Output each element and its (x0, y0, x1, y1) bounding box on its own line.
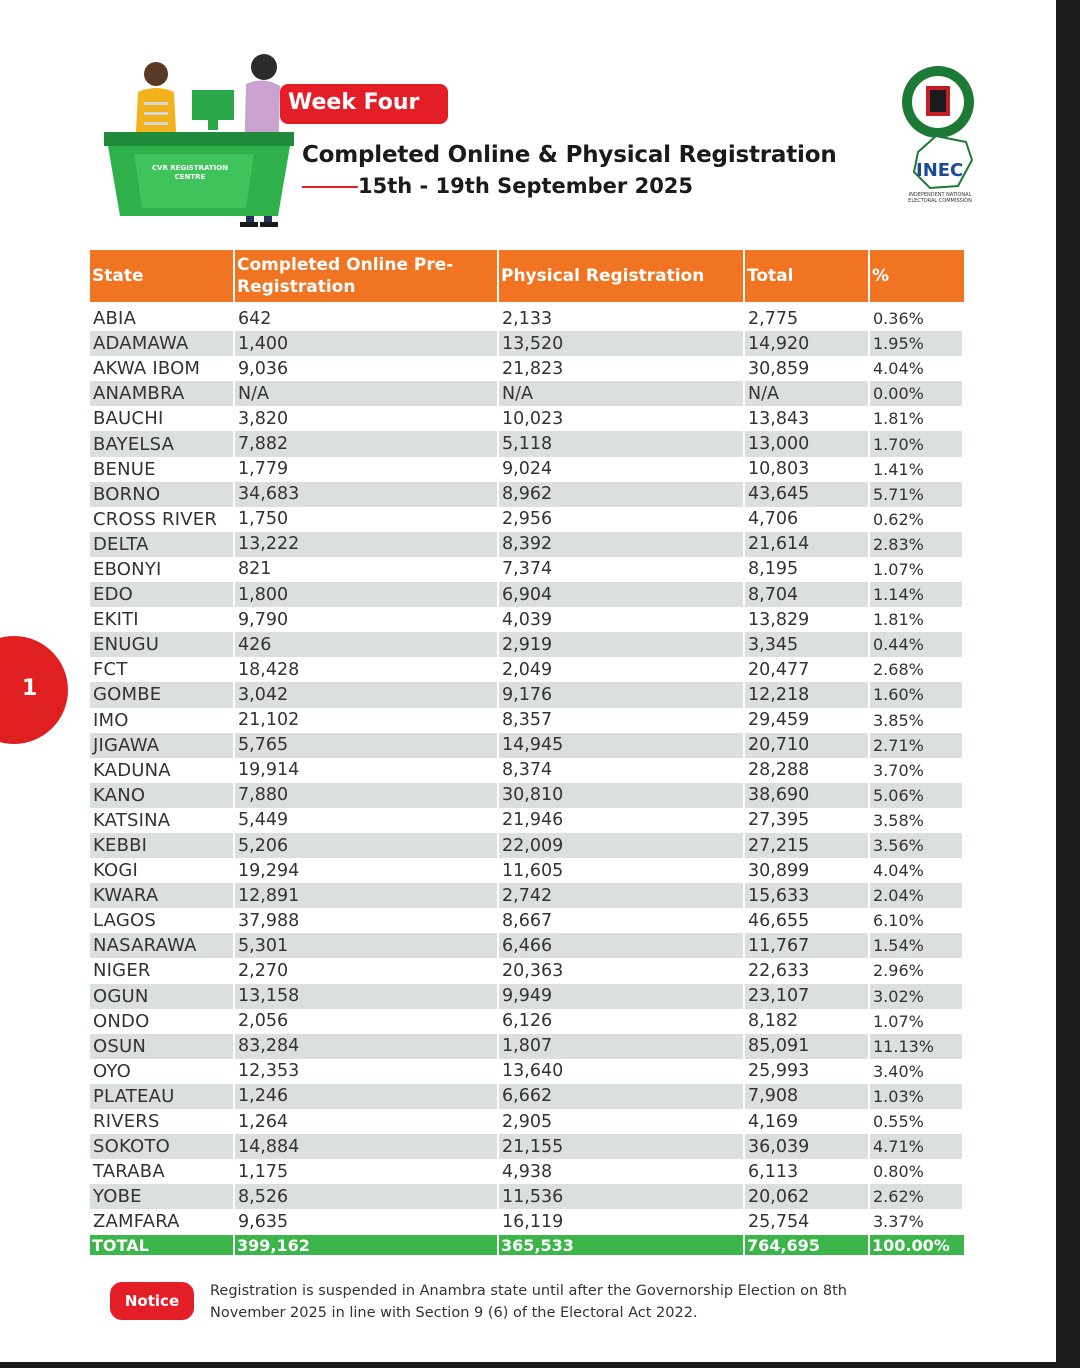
cell-online: 12,353 (235, 1059, 499, 1084)
cell-percent: 6.10% (870, 908, 964, 933)
cell-state: JIGAWA (90, 733, 235, 758)
cell-state: KOGI (90, 858, 235, 883)
cell-physical: 10,023 (499, 406, 745, 431)
cell-state: BAYELSA (90, 431, 235, 456)
cell-total: 22,633 (745, 958, 870, 983)
cell-total: 43,645 (745, 482, 870, 507)
cell-physical: 9,024 (499, 457, 745, 482)
cell-percent: 3.37% (870, 1209, 964, 1234)
table-row (90, 833, 964, 858)
cell-state: NIGER (90, 958, 235, 983)
cell-state: ENUGU (90, 632, 235, 657)
table-row (90, 607, 964, 632)
table-row (90, 431, 964, 456)
table-row (90, 708, 964, 733)
cell-state: OYO (90, 1059, 235, 1084)
cell-online: 1,779 (235, 457, 499, 482)
header-online: Completed Online Pre-Registration (235, 250, 499, 302)
cell-physical: 21,823 (499, 356, 745, 381)
cell-total: 25,754 (745, 1209, 870, 1234)
table-row (90, 1184, 964, 1209)
cell-state: EDO (90, 582, 235, 607)
cell-physical: 2,133 (499, 306, 745, 331)
table-body (90, 306, 964, 1234)
table-row (90, 958, 964, 983)
cell-state: ADAMAWA (90, 331, 235, 356)
cell-state: FCT (90, 657, 235, 682)
cell-total: 30,899 (745, 858, 870, 883)
table-row (90, 1084, 964, 1109)
cell-physical: 6,904 (499, 582, 745, 607)
cell-physical: 4,938 (499, 1159, 745, 1184)
cell-online: 426 (235, 632, 499, 657)
cell-percent: 2.96% (870, 958, 964, 983)
cell-physical: 21,946 (499, 808, 745, 833)
cell-percent: 4.04% (870, 356, 964, 381)
cell-percent: 0.44% (870, 632, 964, 657)
cell-percent: 2.83% (870, 532, 964, 557)
table-row (90, 1209, 964, 1234)
table-row (90, 933, 964, 958)
cell-percent: 1.81% (870, 406, 964, 431)
cell-state: NASARAWA (90, 933, 235, 958)
cell-online: 5,301 (235, 933, 499, 958)
cell-total: 13,843 (745, 406, 870, 431)
cell-physical: 4,039 (499, 607, 745, 632)
cell-state: KADUNA (90, 758, 235, 783)
table-row (90, 406, 964, 431)
cell-total: 23,107 (745, 984, 870, 1009)
cell-percent: 2.68% (870, 657, 964, 682)
cell-physical: 16,119 (499, 1209, 745, 1234)
cell-total: 30,859 (745, 356, 870, 381)
table-row (90, 1034, 964, 1059)
cell-percent: 1.54% (870, 933, 964, 958)
table-row (90, 457, 964, 482)
cell-percent: 5.71% (870, 482, 964, 507)
cell-state: DELTA (90, 532, 235, 557)
notice-badge: Notice (110, 1282, 194, 1320)
cell-total: 4,706 (745, 507, 870, 532)
cell-online: 7,882 (235, 431, 499, 456)
cell-percent: 1.03% (870, 1084, 964, 1109)
cell-state: IMO (90, 708, 235, 733)
cell-online: 18,428 (235, 657, 499, 682)
cell-state: AKWA IBOM (90, 356, 235, 381)
cell-percent: 3.85% (870, 708, 964, 733)
cell-percent: 2.04% (870, 883, 964, 908)
table-header (90, 250, 964, 302)
cell-physical: 22,009 (499, 833, 745, 858)
cell-percent: 1.70% (870, 431, 964, 456)
table-row (90, 381, 964, 406)
cell-physical: 1,807 (499, 1034, 745, 1059)
cell-total: 3,345 (745, 632, 870, 657)
table-row (90, 657, 964, 682)
header-physical: Physical Registration (499, 250, 745, 302)
cell-physical: N/A (499, 381, 745, 406)
cell-physical: 6,662 (499, 1084, 745, 1109)
cell-total: 8,182 (745, 1009, 870, 1034)
cell-total: 28,288 (745, 758, 870, 783)
table-row (90, 1059, 964, 1084)
table-row (90, 984, 964, 1009)
cell-online: 12,891 (235, 883, 499, 908)
cell-percent: 4.04% (870, 858, 964, 883)
header-percent: % (870, 250, 964, 302)
cell-physical: 2,742 (499, 883, 745, 908)
cell-total: 20,477 (745, 657, 870, 682)
cell-percent: 0.62% (870, 507, 964, 532)
cell-state: ONDO (90, 1009, 235, 1034)
cell-total: 13,000 (745, 431, 870, 456)
page-title: Completed Online & Physical Registration (302, 142, 837, 168)
cell-total: N/A (745, 381, 870, 406)
cell-online: 19,294 (235, 858, 499, 883)
cell-online: 8,526 (235, 1184, 499, 1209)
table-row (90, 632, 964, 657)
total-online: 399,162 (235, 1235, 499, 1255)
table-row (90, 758, 964, 783)
table-row (90, 356, 964, 381)
cell-total: 2,775 (745, 306, 870, 331)
table-row (90, 331, 964, 356)
cell-total: 25,993 (745, 1059, 870, 1084)
cell-total: 20,710 (745, 733, 870, 758)
cell-physical: 8,357 (499, 708, 745, 733)
cell-total: 85,091 (745, 1034, 870, 1059)
table-row (90, 783, 964, 808)
cell-state: TARABA (90, 1159, 235, 1184)
cell-online: 2,056 (235, 1009, 499, 1034)
cell-online: 9,635 (235, 1209, 499, 1234)
cell-online: 9,790 (235, 607, 499, 632)
cell-percent: 11.13% (870, 1034, 964, 1059)
cell-online: 19,914 (235, 758, 499, 783)
cell-total: 38,690 (745, 783, 870, 808)
cell-online: 1,750 (235, 507, 499, 532)
table-row (90, 733, 964, 758)
cell-percent: 1.95% (870, 331, 964, 356)
cell-percent: 3.70% (870, 758, 964, 783)
cell-online: 9,036 (235, 356, 499, 381)
cell-state: KANO (90, 783, 235, 808)
cell-online: 821 (235, 557, 499, 582)
right-edge-strip (1056, 0, 1080, 1368)
total-label: TOTAL (90, 1235, 235, 1255)
cell-online: 1,400 (235, 331, 499, 356)
cell-physical: 11,605 (499, 858, 745, 883)
cell-percent: 2.62% (870, 1184, 964, 1209)
cell-physical: 14,945 (499, 733, 745, 758)
table-row (90, 532, 964, 557)
cell-state: KWARA (90, 883, 235, 908)
cell-total: 8,704 (745, 582, 870, 607)
cell-physical: 13,520 (499, 331, 745, 356)
table-row (90, 883, 964, 908)
date-line-decoration (302, 186, 358, 188)
table-row (90, 858, 964, 883)
cell-total: 27,215 (745, 833, 870, 858)
cell-total: 10,803 (745, 457, 870, 482)
cell-online: 37,988 (235, 908, 499, 933)
cell-percent: 0.36% (870, 306, 964, 331)
cell-physical: 5,118 (499, 431, 745, 456)
table-row (90, 808, 964, 833)
week-badge-label: Week Four (288, 90, 420, 115)
cell-online: 3,820 (235, 406, 499, 431)
registration-table (90, 250, 964, 1255)
total-total: 764,695 (745, 1235, 870, 1255)
cell-percent: 0.00% (870, 381, 964, 406)
cell-physical: 20,363 (499, 958, 745, 983)
table-row (90, 507, 964, 532)
cell-state: LAGOS (90, 908, 235, 933)
table-row (90, 1134, 964, 1159)
cell-physical: 30,810 (499, 783, 745, 808)
cell-percent: 5.06% (870, 783, 964, 808)
cell-percent: 1.41% (870, 457, 964, 482)
cell-online: 642 (235, 306, 499, 331)
cell-state: OSUN (90, 1034, 235, 1059)
cell-state: GOMBE (90, 682, 235, 707)
cell-online: 5,449 (235, 808, 499, 833)
cell-physical: 2,919 (499, 632, 745, 657)
table-row (90, 908, 964, 933)
table-row (90, 1109, 964, 1134)
cell-total: 14,920 (745, 331, 870, 356)
booth-label: CVR REGISTRATION CENTRE (151, 164, 229, 181)
cell-online: 14,884 (235, 1134, 499, 1159)
cell-state: OGUN (90, 984, 235, 1009)
cell-percent: 3.56% (870, 833, 964, 858)
cell-percent: 1.81% (870, 607, 964, 632)
cell-total: 36,039 (745, 1134, 870, 1159)
cell-online: 7,880 (235, 783, 499, 808)
cell-total: 15,633 (745, 883, 870, 908)
table-row (90, 582, 964, 607)
page-number: 1 (22, 676, 38, 701)
cell-online: 21,102 (235, 708, 499, 733)
bottom-edge-strip (0, 1362, 1080, 1368)
cell-state: EBONYI (90, 557, 235, 582)
cell-online: 83,284 (235, 1034, 499, 1059)
cell-total: 6,113 (745, 1159, 870, 1184)
cell-state: BORNO (90, 482, 235, 507)
cell-percent: 0.80% (870, 1159, 964, 1184)
cell-physical: 9,949 (499, 984, 745, 1009)
cell-online: 34,683 (235, 482, 499, 507)
total-physical: 365,533 (499, 1235, 745, 1255)
cell-physical: 7,374 (499, 557, 745, 582)
inec-logo-text: INEC (916, 160, 964, 181)
cell-percent: 3.40% (870, 1059, 964, 1084)
cell-physical: 8,374 (499, 758, 745, 783)
cell-percent: 1.07% (870, 1009, 964, 1034)
notice-text: Registration is suspended in Anambra state until after the Governorship Election on 8th November 2025 in line with Section 9 (6) of the Electoral Act 2022. (210, 1283, 847, 1321)
cell-state: SOKOTO (90, 1134, 235, 1159)
cell-physical: 6,466 (499, 933, 745, 958)
cell-total: 4,169 (745, 1109, 870, 1134)
table-row (90, 482, 964, 507)
cell-physical: 8,667 (499, 908, 745, 933)
cell-physical: 13,640 (499, 1059, 745, 1084)
date-range: 15th - 19th September 2025 (358, 174, 694, 198)
cell-online: 1,264 (235, 1109, 499, 1134)
header-total: Total (745, 250, 870, 302)
cell-total: 11,767 (745, 933, 870, 958)
table-row (90, 557, 964, 582)
inec-fine-print: INDEPENDENT NATIONAL ELECTORAL COMMISSION (908, 192, 972, 204)
table-row (90, 1009, 964, 1034)
cell-percent: 1.14% (870, 582, 964, 607)
cell-total: 20,062 (745, 1184, 870, 1209)
cell-physical: 9,176 (499, 682, 745, 707)
cell-total: 7,908 (745, 1084, 870, 1109)
cell-state: PLATEAU (90, 1084, 235, 1109)
cell-percent: 1.07% (870, 557, 964, 582)
cell-state: ANAMBRA (90, 381, 235, 406)
cell-online: 3,042 (235, 682, 499, 707)
cell-online: 13,158 (235, 984, 499, 1009)
cell-percent: 3.58% (870, 808, 964, 833)
cell-state: ABIA (90, 306, 235, 331)
cell-state: ZAMFARA (90, 1209, 235, 1234)
cell-online: 1,246 (235, 1084, 499, 1109)
total-percent: 100.00% (870, 1235, 964, 1255)
cell-state: YOBE (90, 1184, 235, 1209)
cell-state: BENUE (90, 457, 235, 482)
cell-online: N/A (235, 381, 499, 406)
cell-physical: 2,905 (499, 1109, 745, 1134)
cell-total: 46,655 (745, 908, 870, 933)
cell-physical: 11,536 (499, 1184, 745, 1209)
cell-physical: 2,049 (499, 657, 745, 682)
cell-state: RIVERS (90, 1109, 235, 1134)
cell-total: 12,218 (745, 682, 870, 707)
cell-percent: 0.55% (870, 1109, 964, 1134)
cell-online: 1,175 (235, 1159, 499, 1184)
cell-total: 8,195 (745, 557, 870, 582)
cell-physical: 8,962 (499, 482, 745, 507)
table-row (90, 1159, 964, 1184)
table-row (90, 306, 964, 331)
cell-total: 27,395 (745, 808, 870, 833)
header-state: State (90, 250, 235, 302)
cell-total: 13,829 (745, 607, 870, 632)
table-row (90, 682, 964, 707)
cell-online: 2,270 (235, 958, 499, 983)
cell-physical: 6,126 (499, 1009, 745, 1034)
cell-online: 5,765 (235, 733, 499, 758)
cell-state: BAUCHI (90, 406, 235, 431)
cell-percent: 3.02% (870, 984, 964, 1009)
cell-physical: 2,956 (499, 507, 745, 532)
cell-total: 29,459 (745, 708, 870, 733)
cell-state: CROSS RIVER (90, 507, 235, 532)
cell-percent: 4.71% (870, 1134, 964, 1159)
cell-percent: 2.71% (870, 733, 964, 758)
cell-state: EKITI (90, 607, 235, 632)
cell-physical: 8,392 (499, 532, 745, 557)
cell-physical: 21,155 (499, 1134, 745, 1159)
cell-total: 21,614 (745, 532, 870, 557)
cell-online: 5,206 (235, 833, 499, 858)
cell-online: 1,800 (235, 582, 499, 607)
cell-state: KATSINA (90, 808, 235, 833)
table-total-row (90, 1235, 964, 1255)
cell-percent: 1.60% (870, 682, 964, 707)
cell-online: 13,222 (235, 532, 499, 557)
cell-state: KEBBI (90, 833, 235, 858)
